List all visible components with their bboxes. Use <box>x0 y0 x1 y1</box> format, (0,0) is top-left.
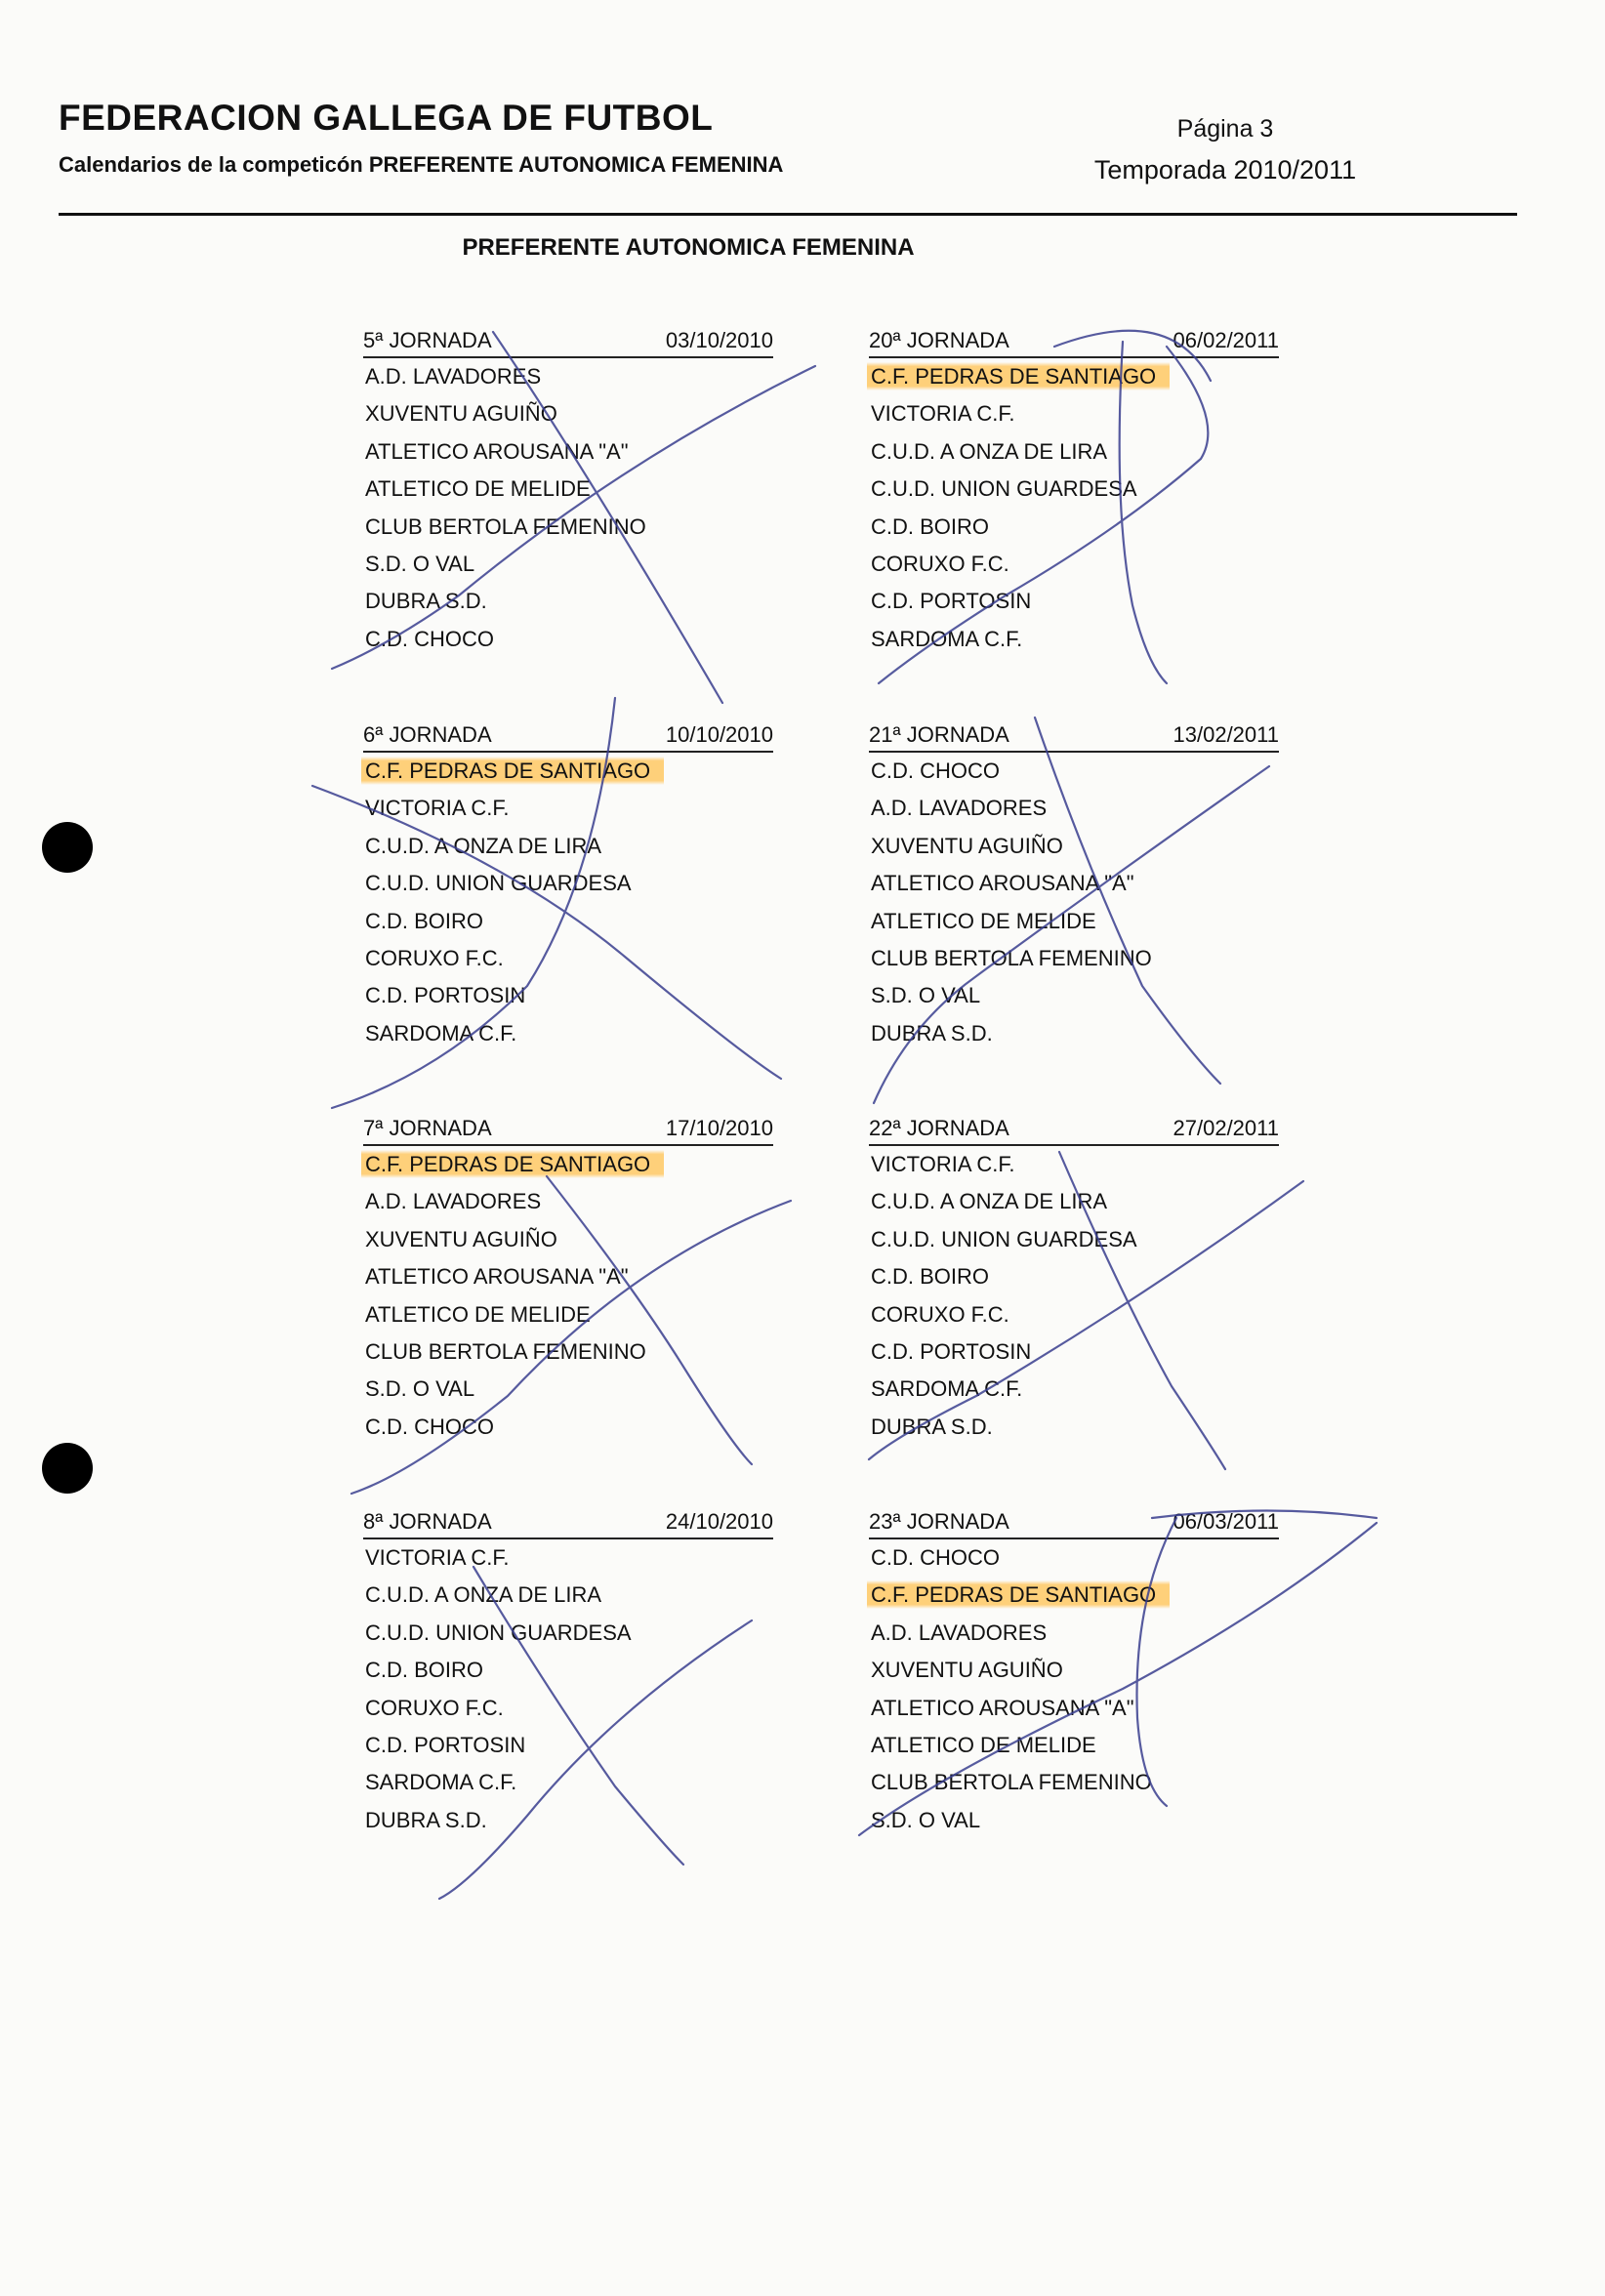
team-name <box>363 583 773 620</box>
team-name <box>363 1652 773 1689</box>
team-name <box>869 546 1279 583</box>
team-name <box>363 903 773 940</box>
round-label: 22ª JORNADA <box>869 1116 1009 1140</box>
team-label: VICTORIA C.F. <box>871 401 1015 427</box>
team-label: XUVENTU AGUIÑO <box>871 833 1063 858</box>
team-label: C.D. PORTOSIN <box>871 1338 1032 1364</box>
round-label: 5ª JORNADA <box>363 328 492 352</box>
round-date: 17/10/2010 <box>665 1116 773 1140</box>
team-label: S.D. O VAL <box>871 1807 981 1832</box>
team-name <box>363 1296 773 1333</box>
round-block <box>869 1506 1279 1839</box>
header-rule <box>59 213 1517 216</box>
binder-hole-bottom <box>42 1443 93 1494</box>
team-label: ATLETICO AROUSANA "A" <box>871 871 1134 896</box>
team-name <box>869 1727 1279 1764</box>
team-name <box>869 903 1279 940</box>
team-name <box>869 753 1279 790</box>
team-label: SARDOMA C.F. <box>871 626 1023 651</box>
team-name <box>869 583 1279 620</box>
team-name <box>363 1802 773 1839</box>
team-label: ATLETICO AROUSANA "A" <box>365 438 629 464</box>
team-label: XUVENTU AGUIÑO <box>365 401 557 427</box>
round-date: 24/10/2010 <box>665 1509 773 1534</box>
round-date: 13/02/2011 <box>1173 722 1279 747</box>
team-name <box>869 1371 1279 1408</box>
team-name <box>363 1727 773 1764</box>
team-name <box>869 1258 1279 1295</box>
team-label: DUBRA S.D. <box>365 1807 487 1832</box>
team-name <box>869 977 1279 1014</box>
team-name <box>869 1802 1279 1839</box>
round-date: 03/10/2010 <box>665 328 773 352</box>
team-name <box>869 509 1279 546</box>
team-label: C.U.D. UNION GUARDESA <box>365 1620 632 1645</box>
highlighted-team <box>363 1146 773 1183</box>
highlighted-team <box>869 358 1279 395</box>
highlighted-team <box>869 1577 1279 1614</box>
team-label: VICTORIA C.F. <box>871 1152 1015 1176</box>
team-label: C.D. PORTOSIN <box>365 1732 526 1757</box>
team-name <box>869 1333 1279 1371</box>
team-label: C.F. PEDRAS DE SANTIAGO <box>867 362 1170 390</box>
team-name <box>363 621 773 658</box>
team-label: CORUXO F.C. <box>871 551 1009 576</box>
round-block <box>869 1113 1279 1446</box>
team-name <box>869 790 1279 827</box>
team-name <box>363 395 773 432</box>
round-block <box>363 1506 773 1839</box>
team-label: CLUB BERTOLA FEMENINO <box>365 513 646 539</box>
team-label: C.U.D. A ONZA DE LIRA <box>871 438 1108 464</box>
team-label: S.D. O VAL <box>871 983 981 1008</box>
team-name <box>363 1333 773 1371</box>
team-name <box>869 1764 1279 1801</box>
round-label: 7ª JORNADA <box>363 1116 492 1140</box>
round-header <box>869 719 1279 753</box>
round-date: 06/02/2011 <box>1173 328 1279 352</box>
team-label: C.F. PEDRAS DE SANTIAGO <box>867 1580 1170 1609</box>
round-label: 23ª JORNADA <box>869 1509 1009 1534</box>
round-header <box>869 325 1279 358</box>
team-name <box>363 509 773 546</box>
team-label: ATLETICO DE MELIDE <box>365 1301 591 1327</box>
team-name <box>869 1183 1279 1220</box>
calendar-subtitle: Calendarios de la competicón PREFERENTE AUTONOMICA FEMENINA <box>59 152 784 177</box>
team-label: SARDOMA C.F. <box>871 1376 1023 1402</box>
team-label: C.F. PEDRAS DE SANTIAGO <box>361 1150 664 1178</box>
team-name <box>869 865 1279 902</box>
team-label: CLUB BERTOLA FEMENINO <box>871 945 1152 970</box>
round-block <box>363 325 773 658</box>
team-name <box>363 471 773 508</box>
team-label: CORUXO F.C. <box>365 945 504 970</box>
team-label: ATLETICO DE MELIDE <box>871 908 1096 933</box>
team-label: C.D. PORTOSIN <box>365 983 526 1008</box>
round-block <box>869 719 1279 1052</box>
team-label: C.U.D. A ONZA DE LIRA <box>365 833 602 858</box>
team-name <box>869 395 1279 432</box>
team-name <box>363 828 773 865</box>
team-label: C.F. PEDRAS DE SANTIAGO <box>361 757 664 785</box>
document-header <box>59 98 783 178</box>
federation-title: FEDERACION GALLEGA DE FUTBOL <box>59 98 714 138</box>
team-name <box>363 977 773 1014</box>
team-label: C.U.D. A ONZA DE LIRA <box>871 1189 1108 1214</box>
team-label: C.U.D. UNION GUARDESA <box>871 476 1137 502</box>
round-label: 20ª JORNADA <box>869 328 1009 352</box>
team-label: CLUB BERTOLA FEMENINO <box>871 1770 1152 1795</box>
team-name <box>869 1652 1279 1689</box>
team-name <box>869 1221 1279 1258</box>
team-name <box>363 358 773 395</box>
team-label: C.D. CHOCO <box>365 626 494 651</box>
team-name <box>869 940 1279 977</box>
team-label: C.D. BOIRO <box>871 1264 990 1290</box>
team-label: DUBRA S.D. <box>365 589 487 614</box>
round-header <box>869 1506 1279 1539</box>
team-name <box>869 471 1279 508</box>
team-label: S.D. O VAL <box>365 551 475 576</box>
round-header <box>363 719 773 753</box>
team-name <box>363 1371 773 1408</box>
team-name <box>363 1577 773 1614</box>
highlighted-team <box>363 753 773 790</box>
team-name <box>869 433 1279 471</box>
page-number: Página 3 <box>1176 115 1274 143</box>
team-name <box>363 546 773 583</box>
team-name <box>363 1409 773 1446</box>
round-label: 6ª JORNADA <box>363 722 492 747</box>
team-label: ATLETICO AROUSANA "A" <box>365 1264 629 1290</box>
team-label: ATLETICO DE MELIDE <box>871 1732 1096 1757</box>
team-label: DUBRA S.D. <box>871 1020 993 1046</box>
team-name <box>363 790 773 827</box>
team-label: CORUXO F.C. <box>365 1695 504 1720</box>
team-name <box>363 1539 773 1577</box>
team-name <box>363 940 773 977</box>
team-label: A.D. LAVADORES <box>365 1189 542 1214</box>
team-label: C.D. CHOCO <box>871 758 1000 783</box>
team-label: C.U.D. A ONZA DE LIRA <box>365 1582 602 1608</box>
team-label: SARDOMA C.F. <box>365 1020 517 1046</box>
team-label: ATLETICO AROUSANA "A" <box>871 1695 1134 1720</box>
team-name <box>869 1615 1279 1652</box>
team-name <box>363 433 773 471</box>
round-date: 06/03/2011 <box>1173 1509 1279 1534</box>
team-label: C.U.D. UNION GUARDESA <box>365 871 632 896</box>
team-label: SARDOMA C.F. <box>365 1770 517 1795</box>
team-name <box>363 1615 773 1652</box>
team-label: XUVENTU AGUIÑO <box>365 1226 557 1251</box>
round-block <box>869 325 1279 658</box>
page-info <box>1089 115 1362 185</box>
round-header <box>363 1506 773 1539</box>
team-label: A.D. LAVADORES <box>871 796 1048 821</box>
round-label: 21ª JORNADA <box>869 722 1009 747</box>
round-header <box>363 1113 773 1146</box>
binder-hole-top <box>42 822 93 873</box>
team-label: CLUB BERTOLA FEMENINO <box>365 1338 646 1364</box>
team-name <box>869 1296 1279 1333</box>
team-name <box>363 1221 773 1258</box>
team-label: VICTORIA C.F. <box>365 796 510 821</box>
team-name <box>363 1015 773 1052</box>
team-label: CORUXO F.C. <box>871 1301 1009 1327</box>
team-label: C.D. BOIRO <box>871 513 990 539</box>
team-label: C.U.D. UNION GUARDESA <box>871 1226 1137 1251</box>
team-label: C.D. CHOCO <box>365 1414 494 1439</box>
team-name <box>363 865 773 902</box>
team-name <box>869 828 1279 865</box>
competition-title: PREFERENTE AUTONOMICA FEMENINA <box>462 234 915 261</box>
team-label: C.D. BOIRO <box>365 1658 484 1683</box>
team-name <box>869 621 1279 658</box>
team-label: DUBRA S.D. <box>871 1414 993 1439</box>
team-name <box>869 1409 1279 1446</box>
team-name <box>869 1539 1279 1577</box>
season-label: Temporada 2010/2011 <box>1093 155 1357 184</box>
team-label: VICTORIA C.F. <box>365 1545 510 1570</box>
team-name <box>363 1690 773 1727</box>
round-date: 27/02/2011 <box>1173 1116 1279 1140</box>
round-block <box>363 719 773 1052</box>
team-name <box>363 1183 773 1220</box>
team-label: S.D. O VAL <box>365 1376 475 1402</box>
team-name <box>869 1146 1279 1183</box>
team-label: C.D. PORTOSIN <box>871 589 1032 614</box>
team-label: ATLETICO DE MELIDE <box>365 476 591 502</box>
round-date: 10/10/2010 <box>665 722 773 747</box>
team-label: C.D. CHOCO <box>871 1545 1000 1570</box>
team-label: C.D. BOIRO <box>365 908 484 933</box>
team-name <box>869 1690 1279 1727</box>
team-name <box>869 1015 1279 1052</box>
team-name <box>363 1764 773 1801</box>
team-name <box>363 1258 773 1295</box>
round-block <box>363 1113 773 1446</box>
round-label: 8ª JORNADA <box>363 1509 492 1534</box>
round-header <box>869 1113 1279 1146</box>
team-label: A.D. LAVADORES <box>365 364 542 389</box>
round-header <box>363 325 773 358</box>
team-label: XUVENTU AGUIÑO <box>871 1658 1063 1683</box>
team-label: A.D. LAVADORES <box>871 1620 1048 1645</box>
